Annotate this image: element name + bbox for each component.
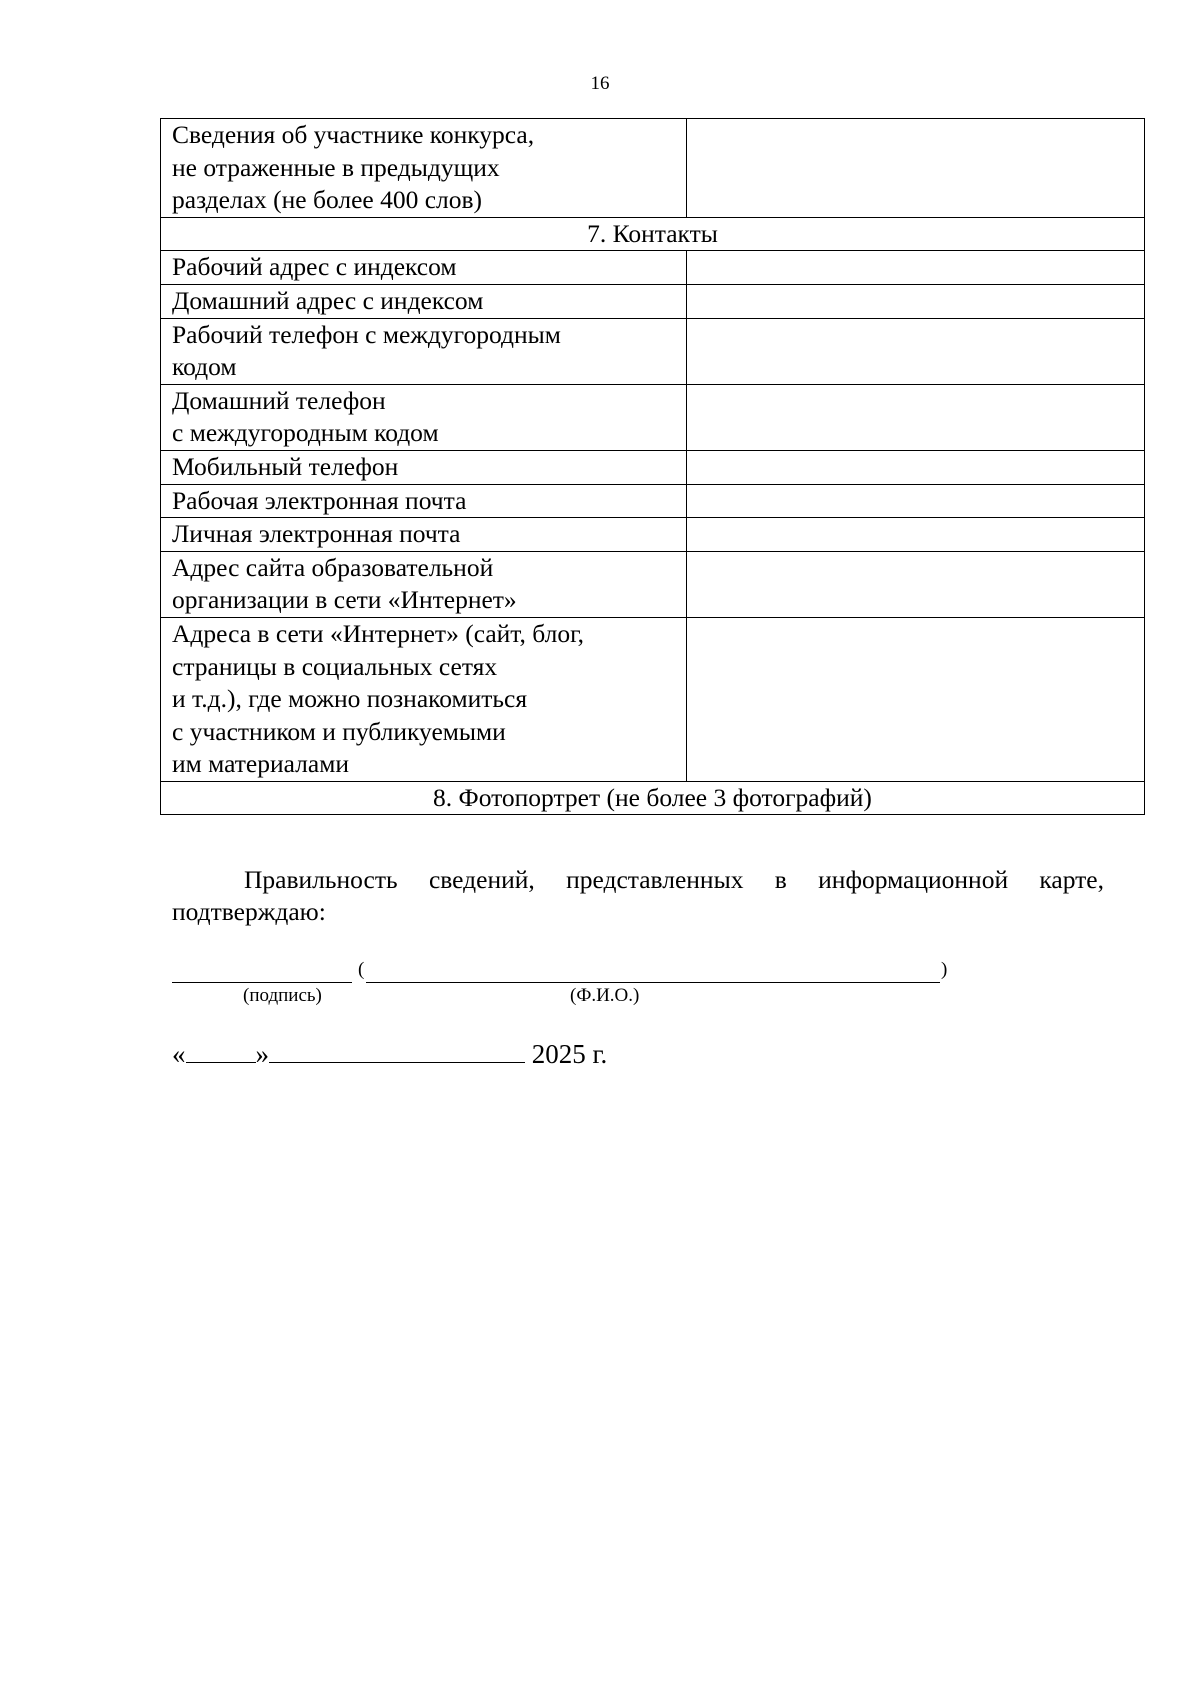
field-label bbox=[161, 484, 687, 518]
field-label-line: кодом bbox=[172, 352, 237, 382]
field-label-line: с участником и публикуемыми bbox=[172, 716, 506, 746]
signature-field[interactable] bbox=[172, 960, 352, 983]
field-value-cell[interactable] bbox=[687, 284, 1145, 318]
field-label-line: Домашний телефон bbox=[172, 385, 386, 415]
info-table-body bbox=[161, 119, 1145, 815]
field-label-line: Адрес сайта образовательной bbox=[172, 552, 494, 582]
field-label bbox=[161, 617, 687, 781]
field-label bbox=[161, 551, 687, 617]
field-label-line: Сведения об участнике конкурса, bbox=[172, 120, 535, 149]
field-label-line: Рабочий телефон с междугородным bbox=[172, 319, 561, 349]
field-value-cell[interactable] bbox=[687, 119, 1145, 218]
month-field[interactable] bbox=[269, 1036, 525, 1063]
date-year: 2025 г. bbox=[531, 1039, 608, 1069]
name-close-paren: ) bbox=[941, 959, 948, 980]
field-label-line: Рабочая электронная почта bbox=[172, 485, 467, 515]
field-value-cell[interactable] bbox=[687, 251, 1145, 285]
field-label-line: Личная электронная почта bbox=[172, 519, 461, 549]
full-name-field[interactable] bbox=[366, 960, 940, 983]
field-label bbox=[161, 119, 687, 218]
field-label bbox=[161, 518, 687, 552]
field-label bbox=[161, 318, 687, 384]
field-label bbox=[161, 450, 687, 484]
field-label-line: разделах (не более 400 слов) bbox=[172, 185, 483, 215]
confirmation-statement bbox=[172, 864, 1104, 928]
page-number: 16 bbox=[590, 73, 610, 94]
field-value-cell[interactable] bbox=[687, 617, 1145, 781]
table-row bbox=[161, 450, 1145, 484]
field-label-line: с междугородным кодом bbox=[172, 418, 439, 448]
table-row bbox=[161, 251, 1145, 285]
field-label-line: Рабочий адрес с индексом bbox=[172, 252, 457, 282]
table-row bbox=[161, 284, 1145, 318]
table-row bbox=[161, 484, 1145, 518]
field-value-cell[interactable] bbox=[687, 384, 1145, 450]
field-label-line: им материалами bbox=[172, 749, 350, 779]
full-name-caption: (Ф.И.О.) bbox=[570, 985, 640, 1006]
table-row bbox=[161, 551, 1145, 617]
field-label-line: и т.д.), где можно познакомиться bbox=[172, 684, 528, 714]
field-label-line: Домашний адрес с индексом bbox=[172, 285, 484, 315]
table-row bbox=[161, 518, 1145, 552]
date-open-quote: « bbox=[172, 1039, 186, 1069]
field-value-cell[interactable] bbox=[687, 518, 1145, 552]
date-line bbox=[172, 1036, 607, 1071]
field-label bbox=[161, 284, 687, 318]
section-header-row bbox=[161, 217, 1145, 251]
section-title: 7. Контакты bbox=[161, 217, 1145, 251]
section-title: 8. Фотопортрет (не более 3 фотографий) bbox=[161, 781, 1145, 815]
field-value-cell[interactable] bbox=[687, 551, 1145, 617]
field-label bbox=[161, 251, 687, 285]
field-label-line: Адреса в сети «Интернет» (сайт, блог, bbox=[172, 618, 585, 648]
name-open-paren: ( bbox=[358, 959, 365, 980]
signature-caption: (подпись) bbox=[243, 985, 322, 1006]
confirmation-line-2: подтверждаю: bbox=[172, 897, 326, 926]
field-value-cell[interactable] bbox=[687, 318, 1145, 384]
section-header-row bbox=[161, 781, 1145, 815]
field-label-line: страницы в социальных сетях bbox=[172, 651, 498, 681]
table-row bbox=[161, 318, 1145, 384]
field-value-cell[interactable] bbox=[687, 484, 1145, 518]
info-card-table bbox=[160, 118, 1145, 815]
table-row bbox=[161, 384, 1145, 450]
confirmation-line-1: Правильность сведений, представленных в информационной карте, bbox=[244, 865, 1104, 894]
date-close-quote: » bbox=[255, 1039, 269, 1069]
field-label-line: организации в сети «Интернет» bbox=[172, 585, 517, 615]
field-label-line: Мобильный телефон bbox=[172, 451, 399, 481]
table-row bbox=[161, 617, 1145, 781]
day-field[interactable] bbox=[186, 1036, 256, 1063]
table-row bbox=[161, 119, 1145, 218]
field-label-line: не отраженные в предыдущих bbox=[172, 152, 500, 182]
field-label bbox=[161, 384, 687, 450]
field-value-cell[interactable] bbox=[687, 450, 1145, 484]
